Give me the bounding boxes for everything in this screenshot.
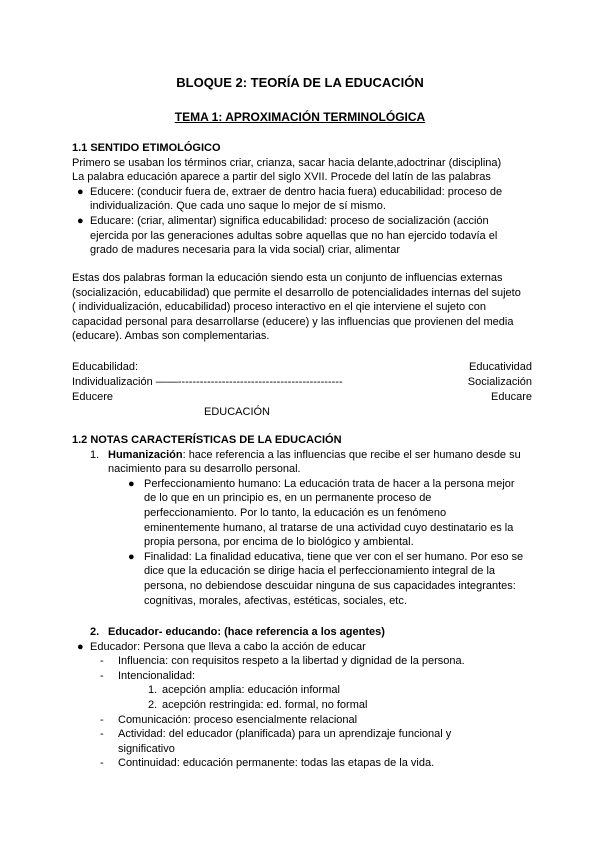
text-line: persona, no debiendose descuidar ninguna de sus capacidades integrantes: (144, 579, 516, 592)
term-left: Educere (72, 391, 113, 403)
bullet-icon: ● (128, 477, 135, 490)
term-right: Socialización (467, 376, 532, 388)
text-line: acepción amplia: educación informal (162, 684, 340, 697)
dash-item (72, 727, 532, 756)
text-line: perfeccionamiento. Por lo tanto, la educación es un fenómeno (144, 506, 447, 519)
text-line: cognitivas, morales, afectivas, estéticas, sociales, etc. (144, 594, 407, 607)
section-1-2 (72, 433, 532, 608)
list-item (72, 640, 532, 655)
section-heading: 1.2 NOTAS CARACTERÍSTICAS DE LA EDUCACIÓN (72, 434, 342, 446)
page-subtitle: TEMA 1: APROXIMACIÓN TERMINOLÓGICA (174, 110, 426, 124)
dash-item (72, 669, 532, 684)
text-line: ejercida por las generaciones adultas sobre aquellas que no han ejercido todavía el (90, 229, 498, 242)
term-right: Educare (491, 391, 532, 403)
page-title: BLOQUE 2: TEORÍA DE LA EDUCACIÓN (176, 75, 424, 90)
terms-table (72, 360, 532, 420)
bullet-icon: ● (128, 550, 135, 563)
text-line: grado de madures necesaria para la vida social) criar, alimentar (90, 244, 400, 257)
text-line: capacidad personal para desarrollarse (educere) y las influencias que provienen del media (72, 315, 514, 328)
section-1-1 (72, 141, 532, 258)
text-span: : hace referencia a las influencias que recibe el ser humano desde su (182, 448, 521, 461)
text-line: Comunicación: proceso esencialmente relacional (118, 713, 358, 726)
dash-item (72, 713, 532, 728)
text-line: Educador: Persona que lleva a cabo la acción de educar (90, 640, 366, 653)
section-heading: 1.1 SENTIDO ETIMOLÓGICO (72, 142, 221, 154)
dash-item (72, 756, 532, 771)
term-center: EDUCACIÓN (204, 406, 271, 418)
text-line: ( individualización, educabilidad) proceso interactivo en el qie interviene el sujeto con (72, 301, 486, 314)
text-line: individualización. Que cada uno saque lo mejor de sí mismo. (90, 200, 386, 213)
text-line: (educare). Ambas son complementarias. (72, 330, 270, 343)
bullet-icon: ● (77, 640, 84, 653)
list-number: 1. (148, 684, 158, 697)
dash-icon: - (100, 728, 104, 741)
term-left: Educabilidad: (72, 361, 139, 373)
text-line: propia persona, por encima de lo biológico y ambiental. (144, 536, 414, 549)
dash-icon: - (100, 669, 104, 682)
list-item (72, 214, 532, 258)
list-item (72, 625, 532, 640)
text-line: Influencia: con requisitos respeto a la libertad y dignidad de la persona. (118, 655, 465, 668)
term-left: Individualización ——--------------------------------------------- (72, 376, 343, 388)
text-line: significativo (118, 742, 175, 755)
sub-item (72, 698, 532, 713)
bullet-icon: ● (77, 185, 84, 198)
text-line: Educador- educando: (hace referencia a los agentes) (108, 626, 385, 638)
dash-icon: - (100, 655, 104, 668)
section-educador (72, 625, 532, 771)
text-line: La palabra educación aparece a partir del siglo XVII. Procede del latín de las palabras (72, 171, 491, 184)
text-line: Continuidad: educación permanente: todas las etapas de la vida. (118, 757, 435, 770)
text-line: Estas dos palabras forman la educación siendo esta un conjunto de influencias externas (72, 272, 503, 284)
text-line: Intencionalidad: (118, 669, 196, 682)
list-item (72, 550, 532, 608)
text-line: Perfeccionamiento humano: La educación trata de hacer a la persona mejor (144, 477, 515, 490)
list-number: 2. (90, 626, 100, 638)
text-line: dice que la educación se dirige hacia el perfeccionamiento integral de la (144, 565, 496, 578)
term-right: Educatividad (469, 361, 532, 373)
text-line: Finalidad: La finalidad educativa, tiene que ver con el ser humano. Por eso se (144, 550, 524, 563)
text-line: acepción restringida: ed. formal, no formal (162, 698, 368, 711)
list-number: 2. (148, 698, 158, 711)
text-line: Educere: (conducir fuera de, extraer de dentro hacia fuera) educabilidad: proceso de (90, 185, 503, 198)
list-item (72, 185, 532, 214)
list-number: 1. (90, 448, 100, 461)
dash-icon: - (100, 713, 104, 726)
dash-item (72, 654, 532, 669)
paragraph (72, 271, 532, 344)
bullet-icon: ● (77, 214, 84, 227)
text-line: Educare: (criar, alimentar) significa educabilidad: proceso de socialización (acción (90, 214, 489, 227)
sub-item (72, 683, 532, 698)
text-line: (socialización, educabilidad) que permite el desarrollo de potencialidades internas del sujeto (72, 286, 521, 299)
text-line: Actividad: del educador (planificada) para un aprendizaje funcional y (118, 728, 452, 741)
term-bold: Humanización (108, 448, 183, 461)
text-line: de lo que en un principio es, en un permanente proceso de (144, 492, 432, 505)
list-item (72, 477, 532, 550)
dash-icon: - (100, 757, 104, 770)
text-line: nacimiento para su desarrollo personal. (108, 463, 301, 476)
list-item (72, 448, 532, 477)
text-line: Primero se usaban los términos criar, crianza, sacar hacia delante,adoctrinar (disciplina) (72, 156, 502, 169)
text-line: eminentemente humano, al tratarse de una actividad cuyo destinatario es la (144, 521, 514, 534)
